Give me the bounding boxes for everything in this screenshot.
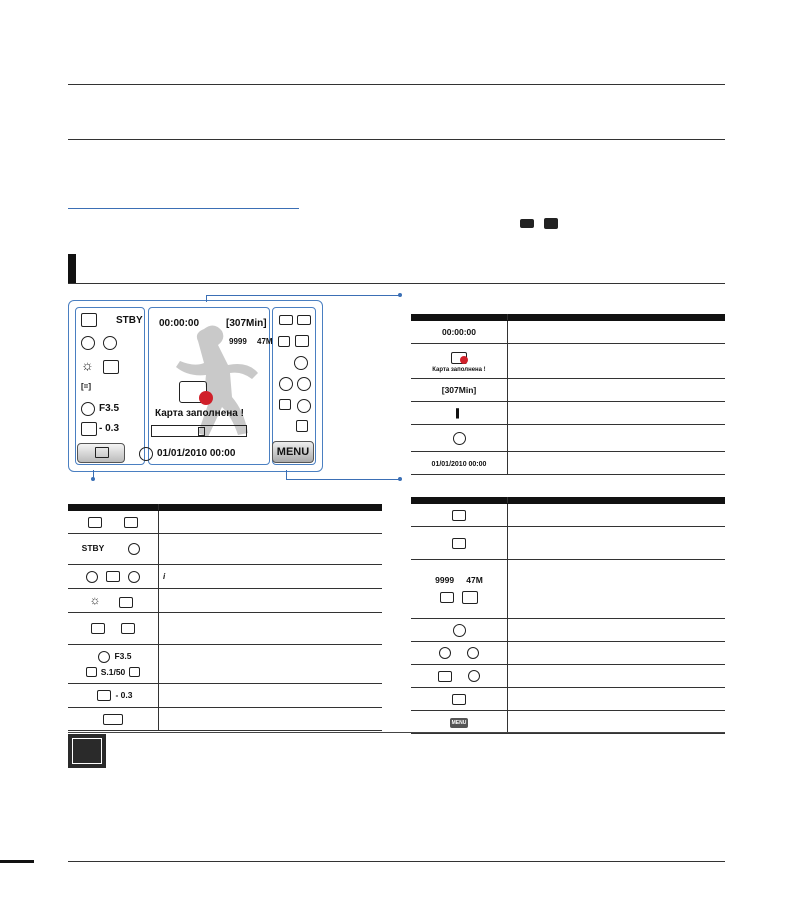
wind-cut-icon [297,399,311,413]
photo-mode-icon [544,218,558,229]
leader-right-vertical [286,470,287,479]
exposure-symbol: - 0.3 [115,689,133,700]
camcorder-icon [88,517,102,528]
video-mode-icon [520,219,534,228]
table-row [411,402,725,425]
play-icon [103,714,123,725]
time-zone-icon [139,447,153,461]
table-row [68,511,382,534]
top-right-table [411,314,725,475]
leader-top-horizontal [206,295,400,296]
info-symbol: i [163,572,166,581]
face-detect-icon [297,377,311,391]
progress-knob [198,427,205,436]
leader-top-vertical [206,296,207,302]
table-row [68,589,382,613]
lcd-aperture: F3.5 [99,403,120,414]
auto-mode-icon [438,671,452,682]
leader-right-dot [398,477,402,481]
camcorder-icon [81,313,97,327]
aperture-icon [81,402,95,416]
time-zone-icon [453,432,466,445]
section-marker [68,254,76,284]
storage-progress [151,425,247,437]
digital-effect-icon [121,623,135,634]
left-table [68,504,382,731]
full-hd-icon [295,335,309,347]
table-row [68,708,382,731]
exposure-icon [97,690,111,701]
auto-mode-icon [279,399,291,410]
table-row [68,684,382,708]
link-underline[interactable] [68,208,299,209]
stby-symbol: STBY [81,543,105,554]
lcd-mode-status: STBY [116,315,143,326]
table-row [411,527,725,560]
lcd-remaining-time: [307Min] [226,318,267,329]
table-row [411,560,725,619]
note-icon [68,734,106,768]
table-row [411,344,725,379]
table-row [68,534,382,565]
photo-size-symbol: 47M [466,574,483,585]
telemacro-icon [129,667,140,677]
timecode-symbol: 00:00:00 [441,327,477,337]
focus-icon: [=] [81,382,91,391]
table-row [411,619,725,642]
camera-icon [124,517,138,528]
macro-icon [439,647,451,659]
table-row [68,565,382,589]
datetime-symbol: 01/01/2010 00:00 [431,460,487,468]
quality-icon [440,592,454,603]
card-full-icon [451,352,467,364]
table-row [411,711,725,734]
storage-card-icon [452,510,466,521]
backlight-icon [296,420,308,432]
timer-icon [128,571,140,583]
lcd-photo-count: 9999 [229,337,247,346]
focus-icon [91,623,105,634]
section-rule [68,283,725,284]
menu-button[interactable]: MENU [272,441,314,463]
lcd-datetime: 01/01/2010 00:00 [157,448,236,459]
table-row [68,645,382,684]
face-detect-icon [467,647,479,659]
pencil-icon [72,738,102,764]
self-timer-icon [128,543,140,555]
anti-shake-icon [453,624,466,637]
quality-icon [278,336,290,347]
lcd-timecode: 00:00:00 [159,318,200,329]
table-row [411,665,725,688]
footer-page-marker [0,860,34,863]
table-row [68,613,382,645]
aperture-icon [98,651,110,663]
leader-right-horizontal [286,479,400,480]
table-row [411,321,725,344]
leader-top-dot [398,293,402,297]
table-row [411,452,725,475]
bottom-right-table [411,497,725,734]
photo-count-symbol: 9999 [435,574,455,585]
aperture-symbol: F3.5 [114,650,132,661]
lcd-exposure: - 0.3 [99,423,120,434]
play-icon [95,447,109,458]
menu-symbol: MENU [451,719,467,726]
full-hd-icon [462,591,478,604]
stabilizer-icon [103,360,119,374]
white-balance-icon: ☼ [81,357,94,373]
stabilizer-icon [119,597,133,608]
remaining-time-symbol: [307Min] [441,385,477,395]
battery-icon [452,538,466,549]
exposure-icon [81,422,97,436]
top-rule [68,84,725,85]
scene-mode-icon [81,336,95,350]
lcd-screen [68,300,323,472]
table-row [411,688,725,711]
note-rule [68,732,725,733]
smart-auto-icon [106,571,120,582]
scene-icon [86,571,98,583]
lcd-warning-text: Карта заполнена ! [155,408,244,419]
table-row [411,504,725,527]
table-row [411,379,725,402]
shutter-icon [86,667,97,677]
battery-icon [297,315,311,325]
progress-symbol: ▌ [455,408,463,418]
warning-badge-icon [199,391,213,405]
footer-rule [68,861,725,862]
shutter-symbol: S.1/50 [100,666,126,677]
storage-card-icon [279,315,293,325]
leader-left-dot [91,477,95,481]
timer-icon [103,336,117,350]
anti-shake-icon [294,356,308,370]
header-rule [68,139,725,140]
table-row [411,642,725,665]
table-row [411,425,725,452]
playback-button[interactable] [77,443,125,463]
card-full-text: Карта заполнена ! [432,366,486,373]
wind-cut-icon [468,670,480,682]
backlight-icon [452,694,466,705]
white-balance-icon: ☼ [89,593,101,608]
lcd-photo-size: 47M [257,337,273,346]
macro-icon [279,377,293,391]
